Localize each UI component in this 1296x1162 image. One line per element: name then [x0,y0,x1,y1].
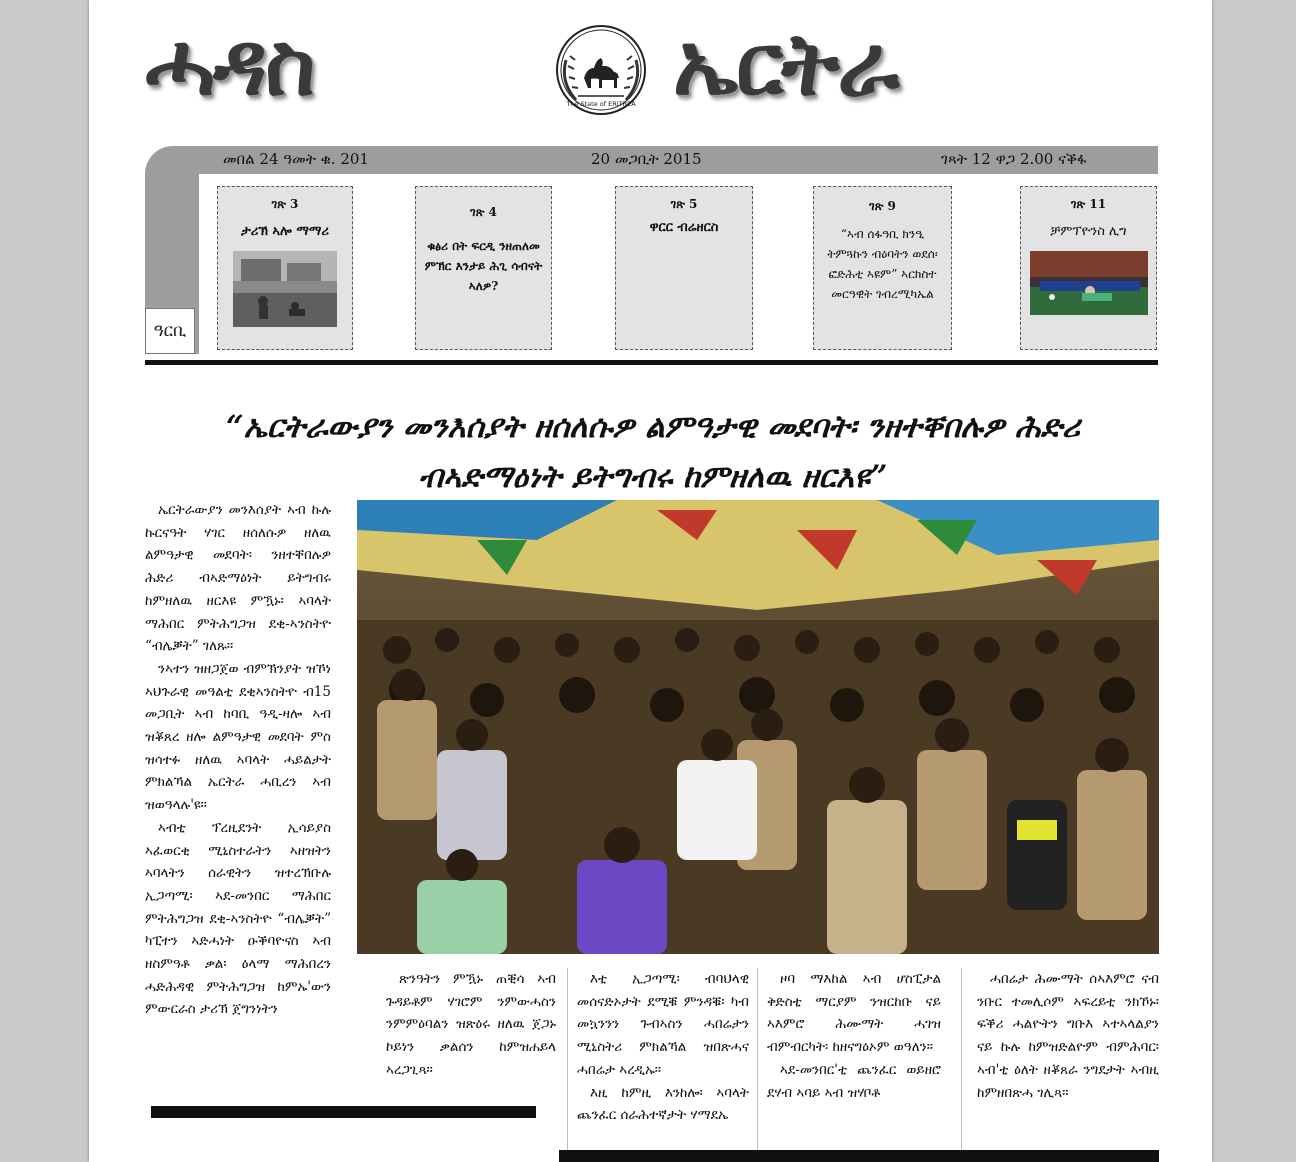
footer-bar-left [151,1106,536,1118]
masthead-title-right: ኤርትራ [673,14,898,115]
teaser-page-number: ገጽ 3 [271,197,299,211]
teaser-title: ዋርር ብሬዘርስ [649,220,719,235]
main-headline: “ኤርትራውያን መንእሰያት ዘሰለሱዎ ልምዓታዊ መደባት፡ ንዘተቐበሉዎ ሕድሪ ብኣድማዕነት ይትግብሩ ከምዘለዉ ዘርእዩ” [225,409,1081,495]
teaser-title: ቁፅሪ በት ፍርዲ ንዘጠለመ ምኽር እንታይ ሕጊ ሳብናት ኣለዎ? [424,239,543,293]
left-strip [145,174,199,354]
masthead-title-left: ሓዳስ [145,14,314,115]
teaser-title: ቻምፕዮንስ ሊግ [1050,224,1127,239]
issue-number: መበል 24 ዓመት ቁ. 201 [223,150,369,168]
issue-info-bar [145,146,1158,174]
article-paragraph: ሓበሬታ ሕሙማት ሰኣእምሮ ናብ ንቡር ተመሊሶም ኣፍረይቲ ንክኾኑ፡ ፍቕሪ ሓልዮትን ግቡእ ኣተኣላልያን ናይ ኩሉ ከምዝድልዮም ብምሕባር፡ ኣብ'ቲ ዕለት ዘቖጸራ ንግደታት ኣብዚ ከምዘበጽሓ ገሊጻ። [977,971,1159,1101]
eritrea-emblem-logo [554,20,648,120]
teaser-page-4[interactable] [415,186,552,350]
column-divider [567,968,568,1158]
teaser-title: “ኣብ ሰፋዓቢ ክንዒ ትምጓኩን ብዕባትን ወደሰ፡ ፎድሕቲ ኣዩም” ኣርክስተ መርዓዊት ገብረሚካኤል [827,227,938,301]
weekday-label: ዓርቢ [145,308,195,354]
emblem-text: The State of ERITREA [566,100,636,108]
article-paragraph: ንኣተን ዝዘጋጀወ ብምኽንያት ዝኾነ ኣህጉራዊ መዓልቲ ደቂኣንስትዮ ብ15 መጋቢት ኣብ ከባቢ ዓዲ-ዛሎ ኣብ ዝቖጸረ ዘሎ ልምዓታዊ መደባት ምስ ዝሳተፉ ዘለዉ ኣባላት ሓይልታት ምክልኻል ኤርትራ ሓቢረን ኣብ ዝወዓላሉ'ዩ። [145,660,331,814]
article-paragraph: ኣደ-መንበር'ቲ ጨንፈር ወይዘሮ ደሃብ ኣባይ ኣብ ዝሃቦቶ [767,1061,941,1101]
football-photo-thumbnail [1030,251,1148,315]
article-paragraph: ጽንዓትን ምዃኑ ጠቒሳ ኣብ ጉዳይቶም ሃገሮም ንምውሓስን ንምምዕባልን ዝጽዕሩ ዘለዉ ጀጋኑ ኮይነን ቃልሰን ከምዝሐይላ ኣረጋጊጻ። [386,971,556,1078]
teaser-page-5[interactable] [615,186,753,350]
article-column-3 [577,968,749,1127]
article-column-4 [767,968,941,1104]
issue-price: ገጻት 12 ዋጋ 2.00 ናቕፋ [941,150,1087,168]
teaser-page-number: ገጽ 9 [869,199,896,213]
footer-bar-right [559,1150,1159,1162]
teaser-page-9[interactable] [813,186,952,350]
article-column-2 [386,968,556,1082]
masthead [145,8,1159,128]
teaser-page-11[interactable] [1020,186,1157,350]
issue-date: 20 መጋቢት 2015 [591,150,702,168]
newspaper-page [89,0,1212,1162]
historic-war-photo-thumbnail [233,251,337,327]
teaser-page-3[interactable] [217,186,353,350]
section-divider [145,360,1158,365]
article-paragraph: እቲ ኢጋጣሚ፡ ብባህላዊ መሰናድኦታት ደሚቑ ምንዳቑ፡ ካብ መኳንንን ጉብኣስን ሓበሬታን ሚኒስትሪ ምክልኻል ዝበጽሓና ሓበሬታ ኣረዲኡ። [577,971,749,1078]
article-column-1 [145,499,331,1021]
article-paragraph: እዚ ከምዚ እንከሎ፡ ኣባላት ጨንፈር ሰራሕተኛታት ሃማደኤ [577,1084,749,1124]
teaser-page-number: ገጽ 5 [670,197,698,211]
crowd-celebration-photo [357,500,1159,954]
teaser-page-number: ገጽ 4 [470,205,497,219]
teaser-page-number: ገጽ 11 [1070,197,1107,211]
article-paragraph: ኤርትራውያን መንእሰያት ኣብ ኩሉ ኩርናዓት ሃገር ዘሰለሱዎ ዘለዉ ልምዓታዊ መደባት፡ ንዘተቐበሉዎ ሕድሪ ብኣድማዕነት ይትግብሩ ከምዘለዉ ዘርእዩ ምዃኑ፡ ኣባላት ማሕበር ምትሕግጋዝ ደቂ-ኣንስትዮ “ብሌቓት” ገለጹ። [145,502,331,655]
article-column-5 [977,968,1159,1104]
teaser-title: ታሪኽ ኣሎ ማማሪ [241,224,329,239]
article-paragraph: ዞባ ማእከል ኣብ ሆስፒታል ቅድስቲ ማርያም ንዝርከቡ ናይ ኣእምሮ ሕሙማት ሓገዝ ብምብርካት፡ ከዘናግዕኦም ወዓለን። [767,971,941,1056]
column-divider [961,968,962,1158]
column-divider [757,968,758,1158]
article-paragraph: ኣብቲ ፕረዚደንት ኢሳይያስ ኣፈወርቂ ሚኒስተራትን ኣዘዝትን ኣባላትን ሰራዊትን ዝተረኽቡሉ ኢጋጣሚ፡ ኣደ-መንበር ማሕበር ምትሕግጋዝ ደቂ-ኣንስትዮ “ብሌቓት” ካፒተን ኣድሓነት ዑቕባዮናስ ኣብ ዘስምዓቶ ቃል፡ ዕላማ ማሕበረን ሓድሕዳዊ ምትሕግጋዝ ከምኡ'ውን ምውርራስ ታሪኽ ጀግንነትን [145,819,331,1018]
